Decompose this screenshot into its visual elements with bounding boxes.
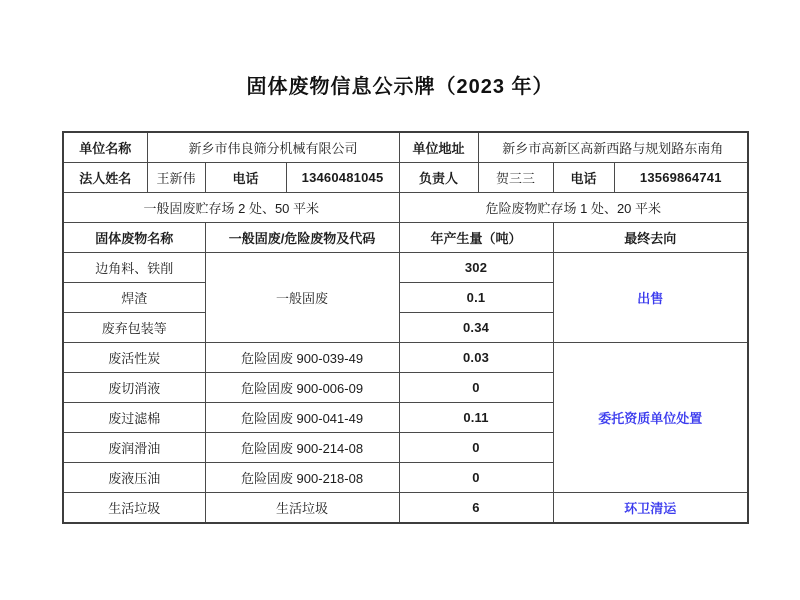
waste-code: 危险固废 900-218-08 <box>205 463 399 493</box>
storage-info-row <box>63 193 748 223</box>
hazard-destination-cell: 委托资质单位处置 <box>553 343 748 493</box>
unit-name-value: 新乡市伟良筛分机械有限公司 <box>147 132 399 163</box>
manager-label: 负责人 <box>399 163 478 193</box>
general-storage-cell: 一般固废贮存场 2 处、50 平米 <box>63 193 399 223</box>
waste-info-table <box>62 131 749 524</box>
header-waste-name: 固体废物名称 <box>63 223 205 253</box>
waste-amount: 0.11 <box>399 403 553 433</box>
waste-name: 废过滤棉 <box>63 403 205 433</box>
header-destination: 最终去向 <box>553 223 748 253</box>
hazard-storage-cell: 危险废物贮存场 1 处、20 平米 <box>399 193 748 223</box>
phone1-value: 13460481045 <box>286 163 399 193</box>
waste-name: 边角料、铁削 <box>63 253 205 283</box>
unit-address-label: 单位地址 <box>399 132 478 163</box>
waste-amount: 6 <box>399 493 553 524</box>
waste-name: 废润滑油 <box>63 433 205 463</box>
waste-code: 危险固废 900-041-49 <box>205 403 399 433</box>
phone1-label: 电话 <box>205 163 286 193</box>
waste-code: 生活垃圾 <box>205 493 399 524</box>
waste-name: 废弃包装等 <box>63 313 205 343</box>
waste-name: 废液压油 <box>63 463 205 493</box>
phone2-value: 13569864741 <box>614 163 748 193</box>
contact-info-row <box>63 163 748 193</box>
manager-value: 贺三三 <box>478 163 553 193</box>
waste-amount: 302 <box>399 253 553 283</box>
waste-amount: 0.03 <box>399 343 553 373</box>
table-row-general-0 <box>63 253 748 283</box>
legal-person-value: 王新伟 <box>147 163 205 193</box>
table-row-hazard-0 <box>63 343 748 373</box>
general-waste-type-cell: 一般固废 <box>205 253 399 343</box>
header-waste-code: 一般固废/危险废物及代码 <box>205 223 399 253</box>
waste-amount: 0 <box>399 463 553 493</box>
legal-person-label: 法人姓名 <box>63 163 147 193</box>
waste-amount: 0 <box>399 373 553 403</box>
waste-amount: 0.34 <box>399 313 553 343</box>
unit-info-row <box>63 132 748 163</box>
unit-name-label: 单位名称 <box>63 132 147 163</box>
waste-code: 危险固废 900-039-49 <box>205 343 399 373</box>
waste-name: 废活性炭 <box>63 343 205 373</box>
waste-amount: 0.1 <box>399 283 553 313</box>
waste-code: 危险固废 900-006-09 <box>205 373 399 403</box>
unit-address-value: 新乡市高新区高新西路与规划路东南角 <box>478 132 748 163</box>
waste-amount: 0 <box>399 433 553 463</box>
table-header-row <box>63 223 748 253</box>
waste-name: 焊渣 <box>63 283 205 313</box>
general-destination-cell: 出售 <box>553 253 748 343</box>
header-amount: 年产生量（吨） <box>399 223 553 253</box>
waste-name: 生活垃圾 <box>63 493 205 524</box>
waste-name: 废切消液 <box>63 373 205 403</box>
phone2-label: 电话 <box>553 163 614 193</box>
waste-code: 危险固废 900-214-08 <box>205 433 399 463</box>
table-row-household <box>63 493 748 524</box>
page-title: 固体废物信息公示牌（2023 年） <box>246 76 554 98</box>
household-destination-cell: 环卫清运 <box>553 493 748 524</box>
